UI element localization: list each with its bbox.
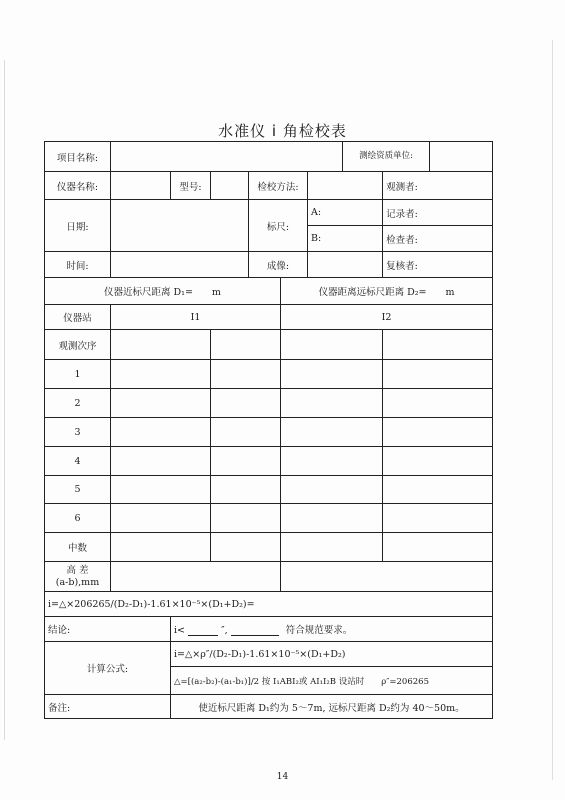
cell-mean-s2a[interactable]: [281, 533, 383, 562]
order-label: 观测次序: [45, 330, 111, 360]
conclusion-prefix: i<: [174, 625, 185, 636]
row-number-5: 5: [45, 476, 111, 504]
cell-6-s1a[interactable]: [111, 504, 211, 533]
time-value[interactable]: [111, 252, 249, 278]
cell-3-s1b[interactable]: [211, 418, 281, 447]
cell-5-s1b[interactable]: [211, 476, 281, 504]
staff-b-label: B:: [308, 226, 383, 252]
observer-label: 观测者:: [383, 172, 493, 200]
cell-6-s1b[interactable]: [211, 504, 281, 533]
notes-text: 使近标尺距离 D₁约为 5～7m, 远标尺距离 D₂约为 40～50m。: [171, 695, 493, 719]
cell-4-s1a[interactable]: [111, 447, 211, 476]
instrument-name-label: 仪器名称:: [45, 172, 111, 200]
cell-6-s2a[interactable]: [281, 504, 383, 533]
staff-label: 标尺:: [249, 200, 308, 252]
cell-2-s1b[interactable]: [211, 389, 281, 418]
row-number-1: 1: [45, 360, 111, 389]
page-number: 14: [276, 772, 289, 782]
station-label: 仪器站: [45, 305, 111, 330]
model-value[interactable]: [211, 172, 249, 200]
cell-diff-s2[interactable]: [281, 562, 493, 592]
cell-mean-s1a[interactable]: [111, 533, 211, 562]
row-number-3: 3: [45, 418, 111, 447]
image-label: 成像:: [249, 252, 308, 278]
recorder-label: 记录者:: [383, 200, 493, 226]
project-name-value[interactable]: [111, 142, 343, 172]
cell-3-s1a[interactable]: [111, 418, 211, 447]
far-distance-text: 仪器距离远标尺距离 D₂= m: [281, 278, 493, 305]
qualification-label: 测绘资质单位:: [343, 142, 430, 172]
cell-mean-s1b[interactable]: [211, 533, 281, 562]
cell-1-s1a[interactable]: [111, 360, 211, 389]
station-1-label: I1: [111, 305, 281, 330]
cell-order-s1a[interactable]: [111, 330, 211, 360]
near-distance-text: 仪器近标尺距离 D₁= m: [45, 278, 281, 305]
method-label: 检校方法:: [249, 172, 308, 200]
scan-line-left: [4, 60, 5, 740]
page-title: 水准仪 i 角检校表: [218, 122, 347, 140]
date-label: 日期:: [45, 200, 111, 252]
cell-5-s1a[interactable]: [111, 476, 211, 504]
conclusion-label: 结论:: [45, 617, 171, 642]
cell-order-s1b[interactable]: [211, 330, 281, 360]
cell-5-s2b[interactable]: [383, 476, 493, 504]
cell-4-s1b[interactable]: [211, 447, 281, 476]
cell-1-s1b[interactable]: [211, 360, 281, 389]
mean-label: 中数: [45, 533, 111, 562]
calibration-form-table: [44, 141, 493, 719]
cell-mean-s2b[interactable]: [383, 533, 493, 562]
conclusion-value-blank[interactable]: [188, 626, 218, 636]
station-2-label: I2: [281, 305, 493, 330]
height-difference-label-line-1: 高 差: [66, 564, 89, 576]
notes-label: 备注:: [45, 695, 171, 719]
cell-2-s2b[interactable]: [383, 389, 493, 418]
i-angle-formula: i=△×206265/(D₂-D₁)-1.61×10⁻⁵×(D₁+D₂)=: [45, 592, 493, 617]
cell-6-s2b[interactable]: [383, 504, 493, 533]
row-number-4: 4: [45, 447, 111, 476]
cell-4-s2a[interactable]: [281, 447, 383, 476]
qualification-value[interactable]: [430, 142, 493, 172]
conclusion-suffix: 符合规范要求。: [285, 625, 353, 636]
cell-3-s2a[interactable]: [281, 418, 383, 447]
calc-formula-line-1: i=△×ρ″/(D₂-D₁)-1.61×10⁻⁵×(D₁+D₂): [171, 642, 493, 667]
instrument-name-value[interactable]: [111, 172, 171, 200]
calc-label: 计算公式:: [45, 642, 171, 695]
cell-order-s2b[interactable]: [383, 330, 493, 360]
row-number-6: 6: [45, 504, 111, 533]
model-label: 型号:: [171, 172, 211, 200]
row-number-2: 2: [45, 389, 111, 418]
cell-5-s2a[interactable]: [281, 476, 383, 504]
cell-3-s2b[interactable]: [383, 418, 493, 447]
reviewer-label: 复核者:: [383, 252, 493, 278]
calc-formula-line-2: △=[(a₂-b₂)-(a₁-b₁)]/2 按 I₁ABI₂或 AI₁I₂B 设站时 ρ″=206265: [171, 667, 493, 695]
cell-2-s1a[interactable]: [111, 389, 211, 418]
cell-order-s2a[interactable]: [281, 330, 383, 360]
checker-label: 检查者:: [383, 226, 493, 252]
conclusion-mid: ″,: [221, 625, 228, 636]
cell-1-s2a[interactable]: [281, 360, 383, 389]
method-value[interactable]: [308, 172, 383, 200]
staff-a-label: A:: [308, 200, 383, 226]
time-label: 时间:: [45, 252, 111, 278]
conclusion-text: [171, 617, 493, 642]
date-value[interactable]: [111, 200, 249, 252]
height-difference-label-line-2: (a-b),mm: [55, 576, 100, 588]
cell-diff-s1[interactable]: [111, 562, 281, 592]
cell-4-s2b[interactable]: [383, 447, 493, 476]
cell-1-s2b[interactable]: [383, 360, 493, 389]
conclusion-blank-2[interactable]: [231, 626, 279, 636]
project-name-label: 项目名称:: [45, 142, 111, 172]
image-value[interactable]: [308, 252, 383, 278]
cell-2-s2a[interactable]: [281, 389, 383, 418]
scan-line-right: [552, 40, 553, 780]
height-difference-label: [45, 562, 111, 592]
